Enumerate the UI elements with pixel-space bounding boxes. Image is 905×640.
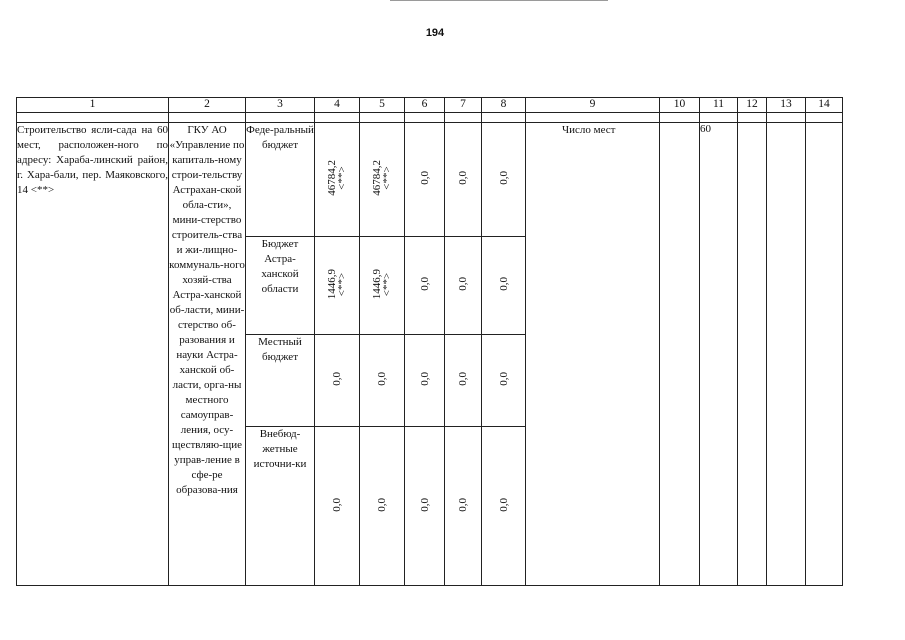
empty-cell (767, 123, 806, 586)
header-cell: 2 (169, 98, 246, 113)
header-row (17, 98, 843, 113)
empty-cell (806, 123, 843, 586)
value-cell: 0,0 (405, 237, 445, 335)
value-cell: 0,0 (315, 335, 360, 427)
header-cell: 7 (445, 98, 482, 113)
value-cell: 1446,9 <**> (360, 237, 405, 335)
header-cell: 5 (360, 98, 405, 113)
value-cell: 0,0 (482, 427, 526, 586)
value-cell: 46784,2 <**> (315, 123, 360, 237)
indicator-name: Число мест (526, 123, 660, 586)
header-cell: 3 (246, 98, 315, 113)
header-cell: 8 (482, 98, 526, 113)
spacer-row (17, 113, 843, 123)
value-cell: 0,0 (445, 237, 482, 335)
empty-cell (738, 123, 767, 586)
executor-cell: ГКУ АО «Управление по капиталь-ному строи-тельству Астрахан-ской обла-сти», мини-стерство строитель-ства и жи-лищно-коммуналь-ного хозяй-ства Астра-ханской об-ласти, мини-стерство об-разования и науки Астра-ханской об-ласти, орга-ны местного самоуправ-ления, осу-ществляю-щие управ-ление в сфе-ре образова-ния (169, 123, 246, 586)
value-cell: 0,0 (482, 123, 526, 237)
header-cell: 12 (738, 98, 767, 113)
value-cell: 1446,9 <**> (315, 237, 360, 335)
header-cell: 13 (767, 98, 806, 113)
header-cell: 6 (405, 98, 445, 113)
value-cell: 0,0 (482, 335, 526, 427)
source-name: Внебюд-жетные источни-ки (246, 427, 315, 586)
top-rule (390, 0, 608, 1)
value-cell: 0,0 (445, 123, 482, 237)
empty-cell (660, 123, 700, 586)
value-cell: 0,0 (482, 237, 526, 335)
header-cell: 9 (526, 98, 660, 113)
header-cell: 11 (700, 98, 738, 113)
table-row (17, 123, 843, 237)
value-cell: 46784,2 <**> (360, 123, 405, 237)
header-cell: 10 (660, 98, 700, 113)
project-name: Строительство ясли-сада на 60 мест, расположен-ного по адресу: Хараба-линский район, г. Хара-бали, пер. Маяковского, 14 <**> (17, 123, 169, 586)
budget-table (16, 97, 843, 586)
page-number: 194 (425, 27, 445, 39)
value-cell: 0,0 (360, 427, 405, 586)
value-cell: 0,0 (315, 427, 360, 586)
value-cell: 0,0 (405, 335, 445, 427)
source-name: Феде-ральный бюджет (246, 123, 315, 237)
header-cell: 14 (806, 98, 843, 113)
source-name: Местный бюджет (246, 335, 315, 427)
indicator-value: 60 (700, 123, 738, 586)
value-cell: 0,0 (445, 335, 482, 427)
value-cell: 0,0 (405, 123, 445, 237)
source-name: Бюджет Астра-ханской области (246, 237, 315, 335)
header-cell: 4 (315, 98, 360, 113)
value-cell: 0,0 (445, 427, 482, 586)
header-cell: 1 (17, 98, 169, 113)
value-cell: 0,0 (405, 427, 445, 586)
value-cell: 0,0 (360, 335, 405, 427)
